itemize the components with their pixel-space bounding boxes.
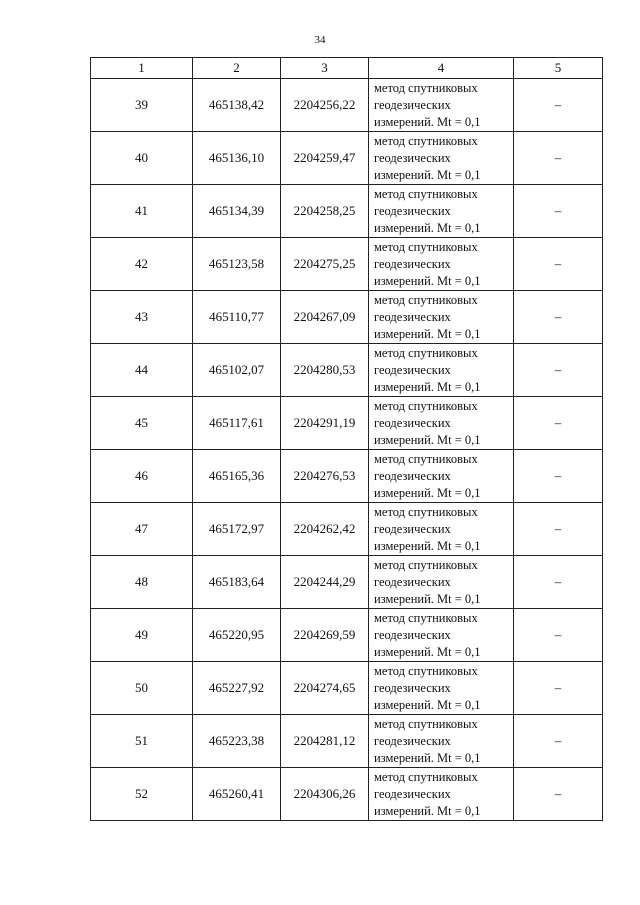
point-number-cell: 49 [91, 609, 193, 662]
method-cell [369, 185, 514, 238]
method-line: измерений. Mt = 0,1 [374, 273, 481, 288]
note-cell [514, 450, 603, 503]
method-line: измерений. Mt = 0,1 [374, 697, 481, 712]
point-number-cell: 41 [91, 185, 193, 238]
method-line: геодезических [374, 680, 451, 695]
x-coordinate-cell: 465220,95 [193, 609, 281, 662]
method-cell [369, 79, 514, 132]
method-line: геодезических [374, 309, 451, 324]
method-line: измерений. Mt = 0,1 [374, 379, 481, 394]
method-line: измерений. Mt = 0,1 [374, 432, 481, 447]
dash-mark: – [554, 786, 562, 801]
method-line: метод спутниковых [374, 80, 478, 95]
column-header-4: 4 [369, 58, 514, 79]
method-line: геодезических [374, 203, 451, 218]
method-line: геодезических [374, 733, 451, 748]
dash-mark: – [554, 362, 562, 377]
x-coordinate-cell: 465172,97 [193, 503, 281, 556]
dash-mark: – [554, 574, 562, 589]
x-coordinate-cell: 465117,61 [193, 397, 281, 450]
point-number-cell: 52 [91, 768, 193, 821]
point-number-cell: 47 [91, 503, 193, 556]
note-cell [514, 609, 603, 662]
method-line: метод спутниковых [374, 133, 478, 148]
y-coordinate-cell: 2204269,59 [281, 609, 369, 662]
x-coordinate-cell: 465134,39 [193, 185, 281, 238]
method-line: измерений. Mt = 0,1 [374, 644, 481, 659]
note-cell [514, 238, 603, 291]
method-line: измерений. Mt = 0,1 [374, 803, 481, 818]
method-line: измерений. Mt = 0,1 [374, 114, 481, 129]
method-line: метод спутниковых [374, 186, 478, 201]
method-cell [369, 768, 514, 821]
table-row [91, 715, 603, 768]
column-header-5: 5 [514, 58, 603, 79]
point-number-cell: 51 [91, 715, 193, 768]
y-coordinate-cell: 2204291,19 [281, 397, 369, 450]
note-cell [514, 185, 603, 238]
y-coordinate-cell: 2204259,47 [281, 132, 369, 185]
point-number-cell: 48 [91, 556, 193, 609]
x-coordinate-cell: 465138,42 [193, 79, 281, 132]
note-cell [514, 556, 603, 609]
point-number-cell: 40 [91, 132, 193, 185]
method-line: геодезических [374, 150, 451, 165]
table-header [91, 58, 603, 79]
dash-mark: – [554, 733, 562, 748]
point-number-cell: 42 [91, 238, 193, 291]
method-cell [369, 397, 514, 450]
method-line: геодезических [374, 468, 451, 483]
table-row [91, 291, 603, 344]
point-number-cell: 43 [91, 291, 193, 344]
x-coordinate-cell: 465260,41 [193, 768, 281, 821]
method-line: метод спутниковых [374, 504, 478, 519]
y-coordinate-cell: 2204256,22 [281, 79, 369, 132]
method-line: метод спутниковых [374, 716, 478, 731]
table-row [91, 79, 603, 132]
y-coordinate-cell: 2204280,53 [281, 344, 369, 397]
x-coordinate-cell: 465102,07 [193, 344, 281, 397]
note-cell [514, 397, 603, 450]
x-coordinate-cell: 465110,77 [193, 291, 281, 344]
method-line: геодезических [374, 521, 451, 536]
point-number-cell: 50 [91, 662, 193, 715]
method-line: измерений. Mt = 0,1 [374, 750, 481, 765]
header-row [91, 58, 603, 79]
method-line: измерений. Mt = 0,1 [374, 485, 481, 500]
method-line: измерений. Mt = 0,1 [374, 326, 481, 341]
column-header-3: 3 [281, 58, 369, 79]
method-line: измерений. Mt = 0,1 [374, 591, 481, 606]
method-line: измерений. Mt = 0,1 [374, 538, 481, 553]
point-number-cell: 44 [91, 344, 193, 397]
method-line: геодезических [374, 574, 451, 589]
method-line: метод спутниковых [374, 292, 478, 307]
table-row [91, 344, 603, 397]
column-header-2: 2 [193, 58, 281, 79]
y-coordinate-cell: 2204281,12 [281, 715, 369, 768]
y-coordinate-cell: 2204244,29 [281, 556, 369, 609]
dash-mark: – [554, 415, 562, 430]
method-cell [369, 503, 514, 556]
method-cell [369, 238, 514, 291]
method-cell [369, 132, 514, 185]
method-cell [369, 609, 514, 662]
x-coordinate-cell: 465223,38 [193, 715, 281, 768]
table-row [91, 556, 603, 609]
table-body [91, 79, 603, 821]
note-cell [514, 79, 603, 132]
table-row [91, 609, 603, 662]
dash-mark: – [554, 97, 562, 112]
dash-mark: – [554, 256, 562, 271]
x-coordinate-cell: 465165,36 [193, 450, 281, 503]
x-coordinate-cell: 465183,64 [193, 556, 281, 609]
table-row [91, 397, 603, 450]
method-line: геодезических [374, 786, 451, 801]
method-cell [369, 662, 514, 715]
y-coordinate-cell: 2204267,09 [281, 291, 369, 344]
coordinates-table [90, 57, 603, 821]
x-coordinate-cell: 465227,92 [193, 662, 281, 715]
note-cell [514, 291, 603, 344]
table-row [91, 185, 603, 238]
method-line: измерений. Mt = 0,1 [374, 167, 481, 182]
table-row [91, 503, 603, 556]
table-row [91, 768, 603, 821]
y-coordinate-cell: 2204306,26 [281, 768, 369, 821]
note-cell [514, 662, 603, 715]
method-cell [369, 291, 514, 344]
method-line: метод спутниковых [374, 769, 478, 784]
table-row [91, 662, 603, 715]
point-number-cell: 46 [91, 450, 193, 503]
dash-mark: – [554, 627, 562, 642]
x-coordinate-cell: 465123,58 [193, 238, 281, 291]
y-coordinate-cell: 2204258,25 [281, 185, 369, 238]
method-line: метод спутниковых [374, 239, 478, 254]
note-cell [514, 715, 603, 768]
note-cell [514, 132, 603, 185]
method-line: метод спутниковых [374, 451, 478, 466]
y-coordinate-cell: 2204274,65 [281, 662, 369, 715]
method-line: геодезических [374, 627, 451, 642]
x-coordinate-cell: 465136,10 [193, 132, 281, 185]
y-coordinate-cell: 2204275,25 [281, 238, 369, 291]
method-cell [369, 556, 514, 609]
dash-mark: – [554, 468, 562, 483]
point-number-cell: 39 [91, 79, 193, 132]
method-line: измерений. Mt = 0,1 [374, 220, 481, 235]
note-cell [514, 768, 603, 821]
method-line: метод спутниковых [374, 663, 478, 678]
method-line: метод спутниковых [374, 557, 478, 572]
page-number: 34 [314, 34, 326, 46]
method-line: геодезических [374, 362, 451, 377]
dash-mark: – [554, 680, 562, 695]
dash-mark: – [554, 309, 562, 324]
dash-mark: – [554, 150, 562, 165]
table-row [91, 238, 603, 291]
note-cell [514, 344, 603, 397]
method-line: метод спутниковых [374, 345, 478, 360]
note-cell [514, 503, 603, 556]
table-row [91, 132, 603, 185]
dash-mark: – [554, 203, 562, 218]
point-number-cell: 45 [91, 397, 193, 450]
y-coordinate-cell: 2204276,53 [281, 450, 369, 503]
y-coordinate-cell: 2204262,42 [281, 503, 369, 556]
method-cell [369, 450, 514, 503]
method-cell [369, 344, 514, 397]
method-line: геодезических [374, 97, 451, 112]
method-line: геодезических [374, 415, 451, 430]
method-line: метод спутниковых [374, 398, 478, 413]
table-row [91, 450, 603, 503]
column-header-1: 1 [91, 58, 193, 79]
method-cell [369, 715, 514, 768]
method-line: метод спутниковых [374, 610, 478, 625]
method-line: геодезических [374, 256, 451, 271]
dash-mark: – [554, 521, 562, 536]
